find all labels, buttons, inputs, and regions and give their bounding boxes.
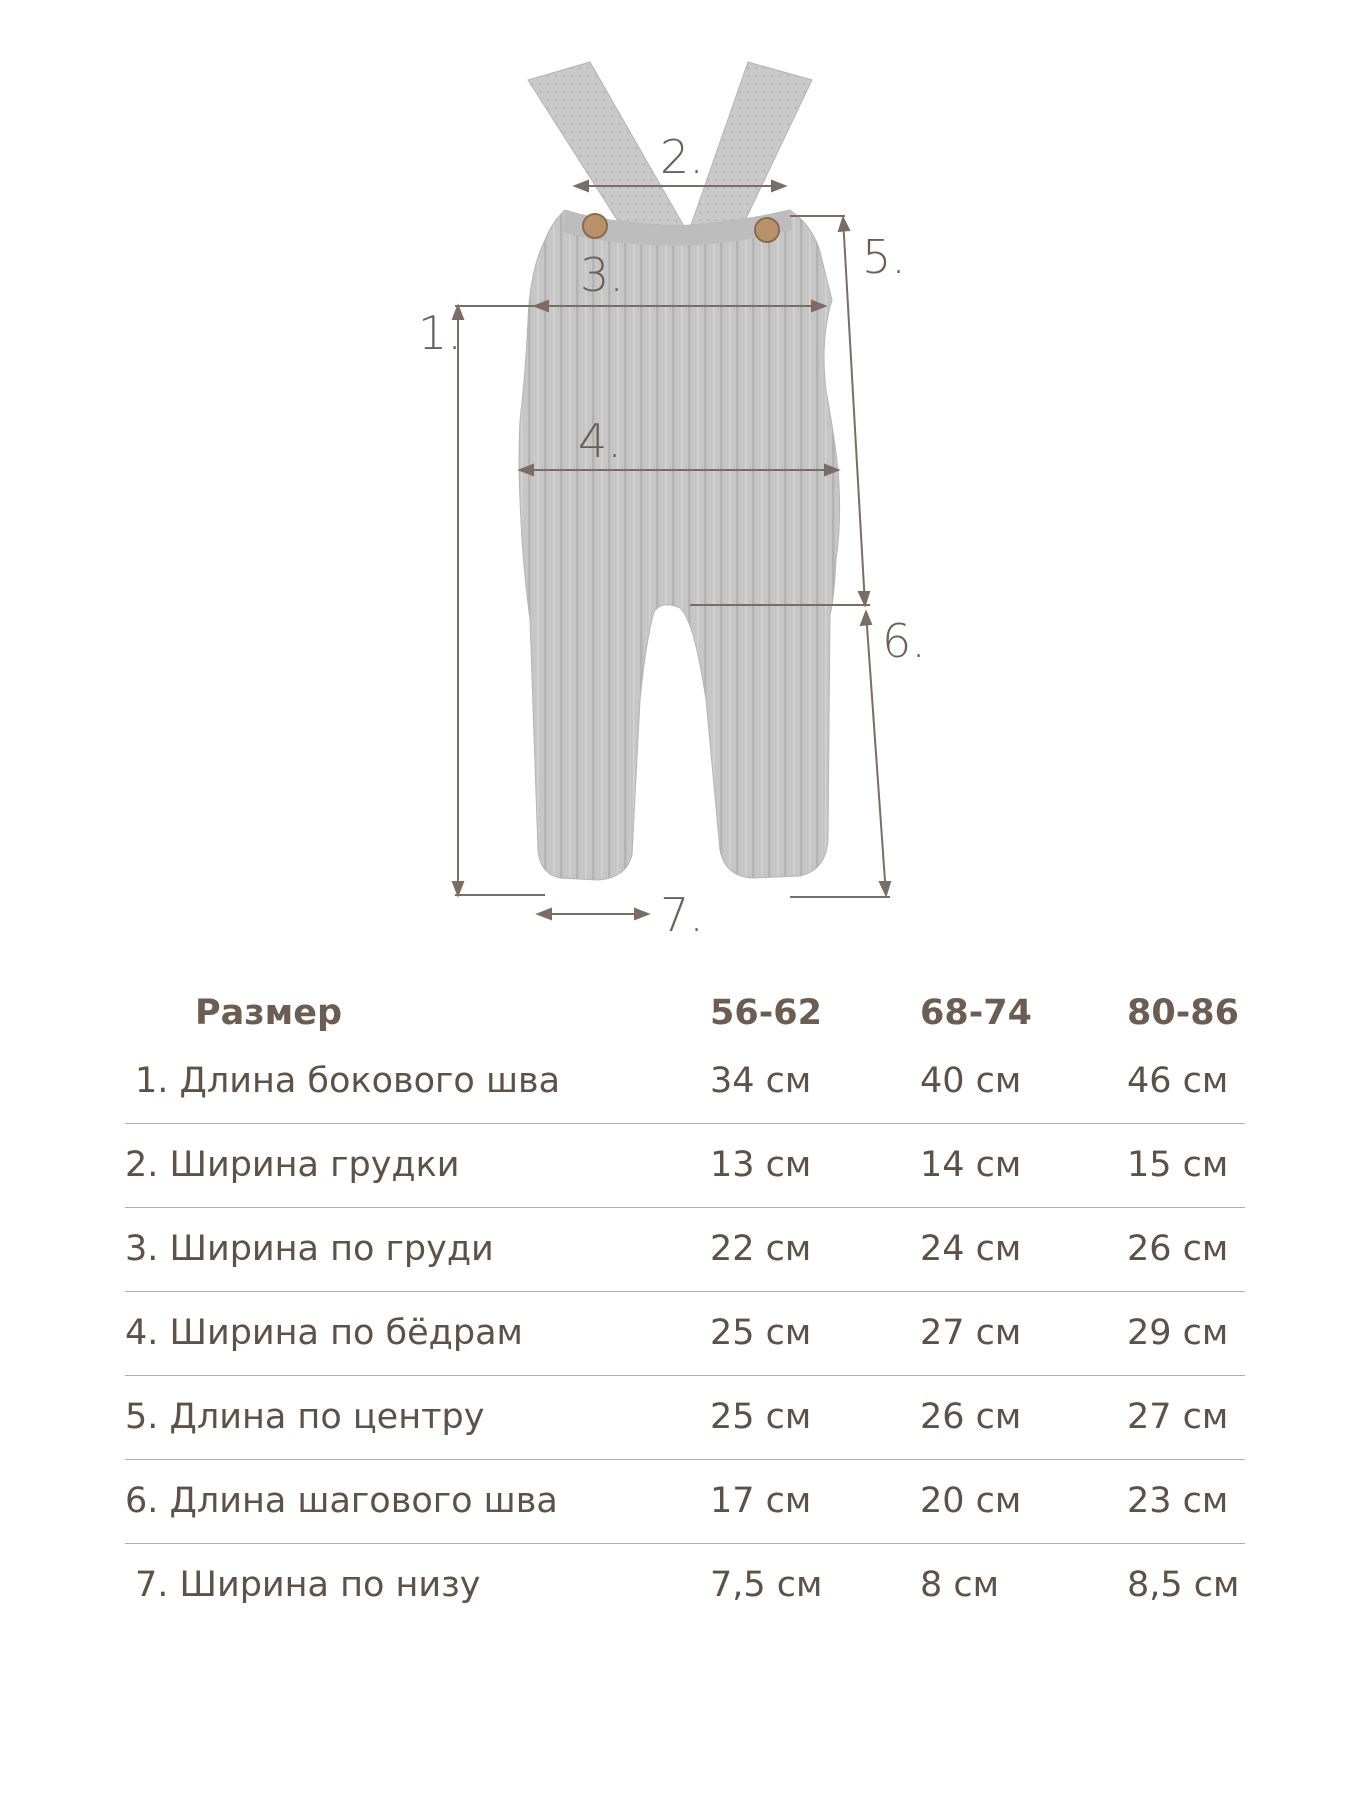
row-label: 2. Ширина грудки <box>125 1145 460 1185</box>
row-label: 6. Длина шагового шва <box>125 1481 558 1521</box>
row-value: 25 см <box>710 1397 812 1437</box>
row-value: 20 см <box>920 1481 1022 1521</box>
row-value: 15 см <box>1127 1145 1229 1185</box>
row-value: 25 см <box>710 1313 812 1353</box>
row-label: 7. Ширина по низу <box>135 1565 481 1605</box>
row-label: 5. Длина по центру <box>125 1397 485 1437</box>
size-table-header <box>125 975 1245 1045</box>
row-value: 7,5 см <box>710 1565 823 1605</box>
measure-label-1: 1. <box>418 306 462 360</box>
row-value: 23 см <box>1127 1481 1229 1521</box>
measure-label-6: 6. <box>882 614 926 668</box>
measure-label-4: 4. <box>578 414 622 468</box>
table-row <box>125 1459 1245 1544</box>
row-value: 46 см <box>1127 1061 1229 1101</box>
row-value: 24 см <box>920 1229 1022 1269</box>
size-header-80-86: 80-86 <box>1127 993 1239 1033</box>
size-header-68-74: 68-74 <box>920 993 1032 1033</box>
table-row <box>125 1123 1245 1208</box>
table-row <box>125 1039 1245 1124</box>
row-label: 1. Длина бокового шва <box>135 1061 561 1101</box>
right-button-icon <box>755 218 779 242</box>
table-row <box>125 1543 1245 1627</box>
row-value: 22 см <box>710 1229 812 1269</box>
row-value: 40 см <box>920 1061 1022 1101</box>
row-label: 4. Ширина по бёдрам <box>125 1313 523 1353</box>
table-row <box>125 1375 1245 1460</box>
size-header-56-62: 56-62 <box>710 993 822 1033</box>
row-value: 13 см <box>710 1145 812 1185</box>
left-button-icon <box>583 214 607 238</box>
table-row <box>125 1291 1245 1376</box>
row-value: 26 см <box>920 1397 1022 1437</box>
row-label: 3. Ширина по груди <box>125 1229 494 1269</box>
measure-label-3: 3. <box>580 248 624 302</box>
row-value: 27 см <box>920 1313 1022 1353</box>
measure-label-7: 7. <box>660 888 704 942</box>
row-value: 34 см <box>710 1061 812 1101</box>
measure-label-5: 5. <box>862 230 906 284</box>
row-value: 29 см <box>1127 1313 1229 1353</box>
row-value: 26 см <box>1127 1229 1229 1269</box>
row-value: 8 см <box>920 1565 1000 1605</box>
measure-label-2: 2. <box>660 130 704 184</box>
size-column-header: Размер <box>195 993 343 1033</box>
row-value: 8,5 см <box>1127 1565 1240 1605</box>
table-row <box>125 1207 1245 1292</box>
row-value: 17 см <box>710 1481 812 1521</box>
row-value: 27 см <box>1127 1397 1229 1437</box>
row-value: 14 см <box>920 1145 1022 1185</box>
